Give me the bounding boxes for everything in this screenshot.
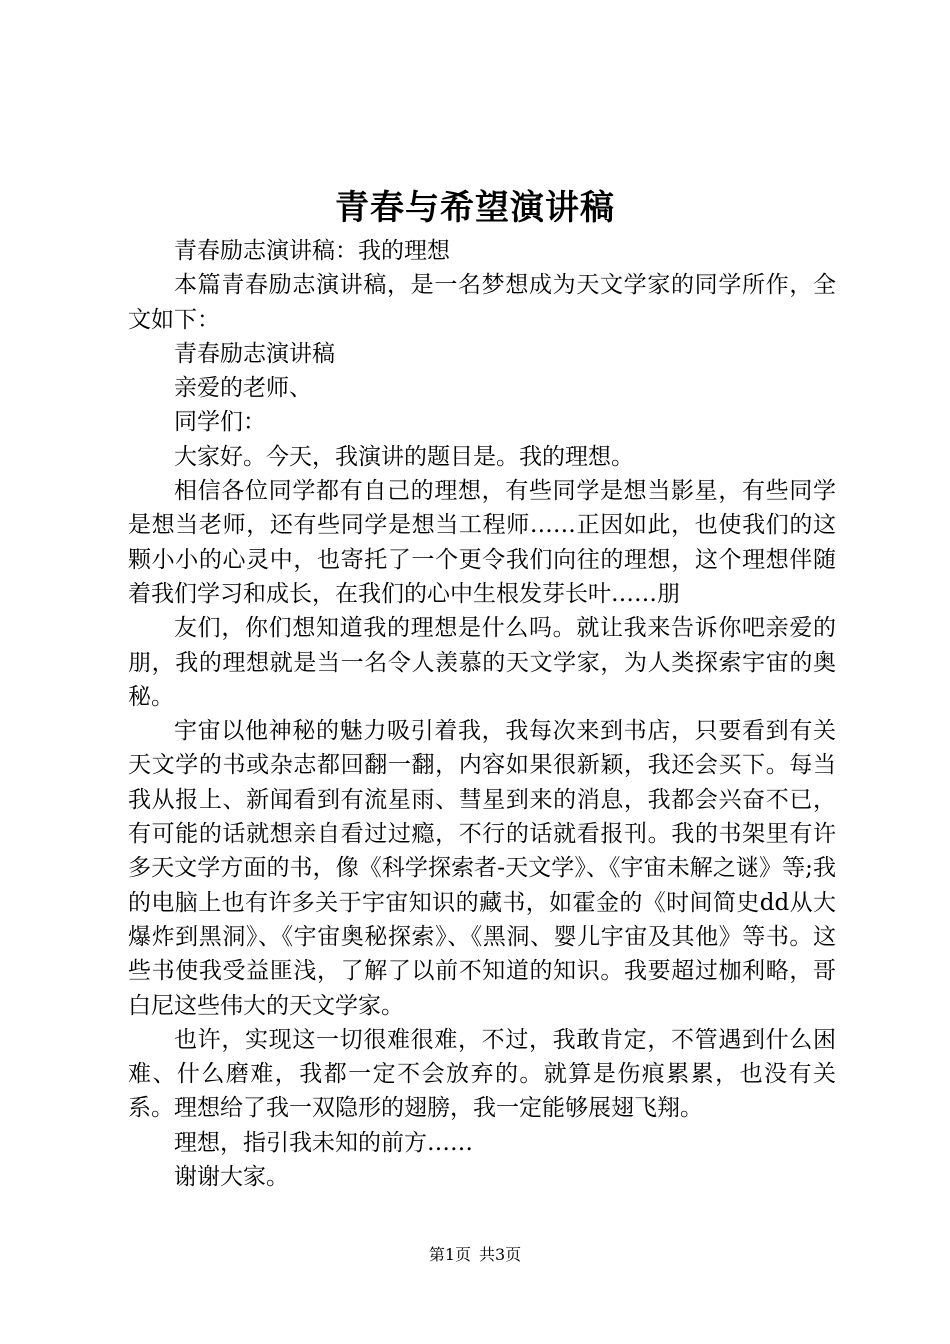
document-body	[128, 234, 836, 1194]
paragraph-salutation-classmates: 同学们：	[174, 409, 266, 436]
paragraph-closing: 理想，指引我未知的前方……	[174, 1129, 473, 1156]
paragraph-thanks: 谢谢大家。	[174, 1164, 289, 1191]
paragraph-intro: 本篇青春励志演讲稿，是一名梦想成为天文学家的同学所作，全文如下：	[128, 272, 836, 333]
page-total: 共3页	[479, 1245, 522, 1264]
document-title: 青春与希望演讲稿	[335, 188, 615, 228]
paragraph-heading: 青春励志演讲稿	[174, 340, 335, 367]
paragraph-body: 宇宙以他神秘的魅力吸引着我，我每次来到书店，只要看到有关天文学的书或杂志都回翻一翻，内容如果很新颖，我还会买下。每当我从报上、新闻看到有流星雨、彗星到来的消息，我都会兴奋不已，有可能的话就想亲自看过过瘾，不行的话就看报刊。我的书架里有许多天文学方面的书，像《科学探索者-天文学》、《宇宙未解之谜》等;我的电脑上也有许多关于宇宙知识的藏书，如霍金的《时间简史dd从大爆炸到黑洞》、《宇宙奥秘探索》、《黑洞、婴儿宇宙及其他》等书。这些书使我受益匪浅，了解了以前不知道的知识。我要超过枷利略，哥白尼这些伟大的天文学家。	[128, 718, 836, 1019]
paragraph-body: 相信各位同学都有自己的理想，有些同学是想当影星，有些同学是想当老师，还有些同学是想当工程师……正因如此，也使我们的这颗小小的心灵中，也寄托了一个更令我们向往的理想，这个理想伴随着我们学习和成长，在我们的心中生根发芽长叶……朋	[128, 478, 836, 607]
paragraph-body: 友们，你们想知道我的理想是什么吗。就让我来告诉你吧亲爱的朋，我的理想就是当一名令人羡慕的天文学家，为人类探索宇宙的奥秘。	[128, 615, 836, 710]
paragraph-subtitle: 青春励志演讲稿：我的理想	[174, 238, 450, 264]
paragraph-greeting: 大家好。今天，我演讲的题目是。我的理想。	[174, 443, 634, 470]
paragraph-body: 也许，实现这一切很难很难，不过，我敢肯定，不管遇到什么困难、什么磨难，我都一定不会放弃的。就算是伤痕累累，也没有关系。理想给了我一双隐形的翅膀，我一定能够展翅飞翔。	[128, 1026, 836, 1122]
paragraph-salutation-teachers: 亲爱的老师、	[174, 375, 312, 402]
page-number: 第1页	[428, 1245, 471, 1264]
page-footer	[0, 1244, 950, 1266]
